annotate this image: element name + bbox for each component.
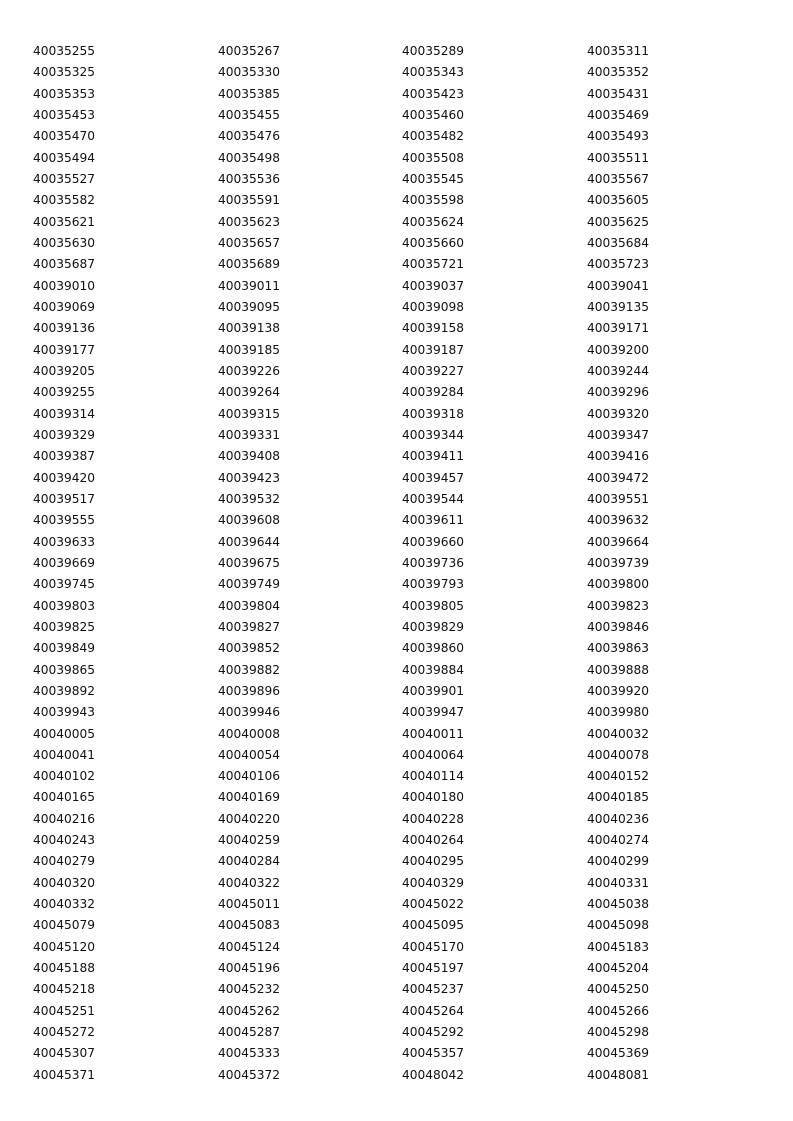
number-row xyxy=(33,745,773,766)
number-row xyxy=(33,766,773,787)
number-cell: 40045264 xyxy=(402,1003,465,1018)
number-cell: 40039158 xyxy=(402,321,465,336)
number-cell: 40039632 xyxy=(587,513,650,528)
number-cell: 40035469 xyxy=(587,107,650,122)
number-cell: 40035689 xyxy=(218,257,281,272)
number-cell: 40040106 xyxy=(218,769,281,784)
number-cell: 40035482 xyxy=(402,129,465,144)
number-cell: 40039423 xyxy=(218,470,281,485)
number-cell: 40045204 xyxy=(587,961,650,976)
number-cell: 40039804 xyxy=(218,598,281,613)
number-cell: 40045372 xyxy=(218,1067,281,1082)
number-cell: 40045237 xyxy=(402,982,465,997)
number-cell: 40039095 xyxy=(218,299,281,314)
number-cell: 40045369 xyxy=(587,1046,650,1061)
number-cell: 40035687 xyxy=(33,257,96,272)
number-cell: 40045371 xyxy=(33,1067,96,1082)
number-cell: 40035723 xyxy=(587,257,650,272)
number-cell: 40039331 xyxy=(218,427,281,442)
number-cell: 40040295 xyxy=(402,854,465,869)
number-row xyxy=(33,468,773,489)
number-row xyxy=(33,873,773,894)
number-cell: 40035621 xyxy=(33,214,96,229)
number-cell: 40039920 xyxy=(587,683,650,698)
number-row xyxy=(33,297,773,318)
number-cell: 40045196 xyxy=(218,961,281,976)
number-cell: 40039901 xyxy=(402,683,465,698)
number-cell: 40039205 xyxy=(33,363,96,378)
number-cell: 40040011 xyxy=(402,726,465,741)
number-cell: 40039803 xyxy=(33,598,96,613)
number-cell: 40045197 xyxy=(402,961,465,976)
number-row xyxy=(33,105,773,126)
number-cell: 40040332 xyxy=(33,897,96,912)
number-cell: 40039320 xyxy=(587,406,650,421)
number-row xyxy=(33,681,773,702)
number-cell: 40039472 xyxy=(587,470,650,485)
number-cell: 40039884 xyxy=(402,662,465,677)
number-row xyxy=(33,361,773,382)
number-cell: 40035598 xyxy=(402,193,465,208)
number-cell: 40035353 xyxy=(33,86,96,101)
number-cell: 40035289 xyxy=(402,44,465,58)
number-cell: 40040152 xyxy=(587,769,650,784)
number-row xyxy=(33,1022,773,1043)
number-cell: 40035385 xyxy=(218,86,281,101)
number-cell: 40039420 xyxy=(33,470,96,485)
number-cell: 40045124 xyxy=(218,939,281,954)
number-cell: 40040284 xyxy=(218,854,281,869)
number-cell: 40035343 xyxy=(402,65,465,80)
number-cell: 40040320 xyxy=(33,875,96,890)
number-row xyxy=(33,617,773,638)
number-cell: 40039749 xyxy=(218,577,281,592)
number-cell: 40039829 xyxy=(402,619,465,634)
number-cell: 40039517 xyxy=(33,491,96,506)
number-cell: 40045307 xyxy=(33,1046,96,1061)
number-cell: 40039947 xyxy=(402,705,465,720)
number-cell: 40040185 xyxy=(587,790,650,805)
number-cell: 40045333 xyxy=(218,1046,281,1061)
number-cell: 40035660 xyxy=(402,235,465,250)
number-cell: 40040041 xyxy=(33,747,96,762)
number-row xyxy=(33,425,773,446)
number-cell: 40045079 xyxy=(33,918,96,933)
number-row xyxy=(33,382,773,403)
number-row xyxy=(33,489,773,510)
number-cell: 40039849 xyxy=(33,641,96,656)
number-cell: 40039329 xyxy=(33,427,96,442)
number-cell: 40039736 xyxy=(402,555,465,570)
number-cell: 40039344 xyxy=(402,427,465,442)
number-cell: 40039739 xyxy=(587,555,650,570)
number-row xyxy=(33,233,773,254)
number-cell: 40040054 xyxy=(218,747,281,762)
number-row xyxy=(33,340,773,361)
number-cell: 40035721 xyxy=(402,257,465,272)
number-cell: 40039226 xyxy=(218,363,281,378)
number-cell: 40039010 xyxy=(33,278,96,293)
number-row xyxy=(33,212,773,233)
number-cell: 40039611 xyxy=(402,513,465,528)
number-cell: 40035494 xyxy=(33,150,96,165)
number-cell: 40035623 xyxy=(218,214,281,229)
number-cell: 40039411 xyxy=(402,449,465,464)
number-row xyxy=(33,62,773,83)
number-row xyxy=(33,126,773,147)
number-cell: 40039860 xyxy=(402,641,465,656)
number-row xyxy=(33,276,773,297)
number-cell: 40040064 xyxy=(402,747,465,762)
number-cell: 40039943 xyxy=(33,705,96,720)
number-cell: 40035630 xyxy=(33,235,96,250)
number-cell: 40039457 xyxy=(402,470,465,485)
number-cell: 40039800 xyxy=(587,577,650,592)
number-row xyxy=(33,41,773,62)
number-cell: 40039896 xyxy=(218,683,281,698)
number-row xyxy=(33,894,773,915)
number-cell: 40039264 xyxy=(218,385,281,400)
number-cell: 40040329 xyxy=(402,875,465,890)
number-cell: 40035511 xyxy=(587,150,650,165)
number-cell: 40039608 xyxy=(218,513,281,528)
number-row xyxy=(33,254,773,275)
number-cell: 40039852 xyxy=(218,641,281,656)
number-row xyxy=(33,915,773,936)
number-cell: 40040236 xyxy=(587,811,650,826)
number-row xyxy=(33,830,773,851)
number-cell: 40035684 xyxy=(587,235,650,250)
number-cell: 40048042 xyxy=(402,1067,465,1082)
number-cell: 40039200 xyxy=(587,342,650,357)
number-row xyxy=(33,446,773,467)
number-cell: 40035423 xyxy=(402,86,465,101)
number-cell: 40040264 xyxy=(402,833,465,848)
number-cell: 40039135 xyxy=(587,299,650,314)
number-row xyxy=(33,979,773,1000)
number-row xyxy=(33,532,773,553)
number-cell: 40039805 xyxy=(402,598,465,613)
number-cell: 40045183 xyxy=(587,939,650,954)
number-cell: 40040322 xyxy=(218,875,281,890)
number-cell: 40040279 xyxy=(33,854,96,869)
number-cell: 40045250 xyxy=(587,982,650,997)
number-cell: 40039318 xyxy=(402,406,465,421)
number-cell: 40045292 xyxy=(402,1025,465,1040)
number-row xyxy=(33,937,773,958)
number-cell: 40039823 xyxy=(587,598,650,613)
number-cell: 40035455 xyxy=(218,107,281,122)
number-cell: 40045266 xyxy=(587,1003,650,1018)
number-cell: 40045098 xyxy=(587,918,650,933)
number-cell: 40039675 xyxy=(218,555,281,570)
number-cell: 40045251 xyxy=(33,1003,96,1018)
number-cell: 40039227 xyxy=(402,363,465,378)
number-cell: 40045170 xyxy=(402,939,465,954)
number-row xyxy=(33,851,773,872)
number-row xyxy=(33,724,773,745)
number-row xyxy=(33,404,773,425)
number-cell: 40039793 xyxy=(402,577,465,592)
number-cell: 40039171 xyxy=(587,321,650,336)
number-cell: 40045022 xyxy=(402,897,465,912)
number-row xyxy=(33,510,773,531)
number-cell: 40035624 xyxy=(402,214,465,229)
number-cell: 40039138 xyxy=(218,321,281,336)
number-cell: 40039633 xyxy=(33,534,96,549)
number-row xyxy=(33,958,773,979)
number-row xyxy=(33,1065,773,1086)
number-cell: 40035493 xyxy=(587,129,650,144)
number-row xyxy=(33,574,773,595)
number-grid xyxy=(33,41,773,1086)
number-row xyxy=(33,1043,773,1064)
number-cell: 40035567 xyxy=(587,171,650,186)
number-cell: 40039315 xyxy=(218,406,281,421)
number-cell: 40040078 xyxy=(587,747,650,762)
number-cell: 40039244 xyxy=(587,363,650,378)
number-cell: 40039551 xyxy=(587,491,650,506)
number-row xyxy=(33,787,773,808)
number-cell: 40035431 xyxy=(587,86,650,101)
number-cell: 40035508 xyxy=(402,150,465,165)
number-cell: 40045287 xyxy=(218,1025,281,1040)
number-cell: 40039296 xyxy=(587,385,650,400)
number-cell: 40039745 xyxy=(33,577,96,592)
number-cell: 40035476 xyxy=(218,129,281,144)
number-row xyxy=(33,148,773,169)
number-cell: 40039098 xyxy=(402,299,465,314)
number-cell: 40048081 xyxy=(587,1067,650,1082)
number-cell: 40040259 xyxy=(218,833,281,848)
number-row xyxy=(33,318,773,339)
number-cell: 40040169 xyxy=(218,790,281,805)
number-cell: 40035498 xyxy=(218,150,281,165)
number-cell: 40040032 xyxy=(587,726,650,741)
number-cell: 40039069 xyxy=(33,299,96,314)
number-cell: 40039011 xyxy=(218,278,281,293)
number-cell: 40045218 xyxy=(33,982,96,997)
number-cell: 40040114 xyxy=(402,769,465,784)
number-cell: 40045298 xyxy=(587,1025,650,1040)
number-cell: 40045272 xyxy=(33,1025,96,1040)
number-row xyxy=(33,84,773,105)
number-cell: 40035625 xyxy=(587,214,650,229)
number-cell: 40039660 xyxy=(402,534,465,549)
number-cell: 40039946 xyxy=(218,705,281,720)
number-cell: 40035657 xyxy=(218,235,281,250)
number-cell: 40039185 xyxy=(218,342,281,357)
number-cell: 40039863 xyxy=(587,641,650,656)
number-cell: 40035352 xyxy=(587,65,650,80)
number-cell: 40035582 xyxy=(33,193,96,208)
number-cell: 40039980 xyxy=(587,705,650,720)
number-cell: 40039037 xyxy=(402,278,465,293)
number-cell: 40045038 xyxy=(587,897,650,912)
number-cell: 40035470 xyxy=(33,129,96,144)
number-cell: 40039888 xyxy=(587,662,650,677)
number-cell: 40039041 xyxy=(587,278,650,293)
number-cell: 40039314 xyxy=(33,406,96,421)
number-cell: 40039408 xyxy=(218,449,281,464)
number-cell: 40039187 xyxy=(402,342,465,357)
number-cell: 40039825 xyxy=(33,619,96,634)
number-cell: 40039177 xyxy=(33,342,96,357)
number-cell: 40035536 xyxy=(218,171,281,186)
number-cell: 40040299 xyxy=(587,854,650,869)
number-cell: 40039555 xyxy=(33,513,96,528)
number-cell: 40039846 xyxy=(587,619,650,634)
number-cell: 40039669 xyxy=(33,555,96,570)
number-cell: 40040228 xyxy=(402,811,465,826)
number-cell: 40035325 xyxy=(33,65,96,80)
number-cell: 40035330 xyxy=(218,65,281,80)
number-cell: 40039865 xyxy=(33,662,96,677)
number-row xyxy=(33,596,773,617)
number-cell: 40039827 xyxy=(218,619,281,634)
number-row xyxy=(33,638,773,659)
number-cell: 40040180 xyxy=(402,790,465,805)
number-cell: 40039347 xyxy=(587,427,650,442)
number-row xyxy=(33,1001,773,1022)
number-cell: 40045083 xyxy=(218,918,281,933)
number-cell: 40035311 xyxy=(587,44,650,58)
number-cell: 40045232 xyxy=(218,982,281,997)
number-cell: 40039416 xyxy=(587,449,650,464)
number-cell: 40040216 xyxy=(33,811,96,826)
number-cell: 40040008 xyxy=(218,726,281,741)
number-row xyxy=(33,809,773,830)
number-cell: 40035255 xyxy=(33,44,96,58)
number-row xyxy=(33,702,773,723)
number-cell: 40039387 xyxy=(33,449,96,464)
number-cell: 40045120 xyxy=(33,939,96,954)
number-cell: 40039544 xyxy=(402,491,465,506)
number-cell: 40040165 xyxy=(33,790,96,805)
number-row xyxy=(33,553,773,574)
number-row xyxy=(33,169,773,190)
number-row xyxy=(33,190,773,211)
number-cell: 40035460 xyxy=(402,107,465,122)
number-cell: 40045011 xyxy=(218,897,281,912)
number-cell: 40045262 xyxy=(218,1003,281,1018)
number-cell: 40035605 xyxy=(587,193,650,208)
number-cell: 40039644 xyxy=(218,534,281,549)
number-cell: 40039532 xyxy=(218,491,281,506)
number-cell: 40045357 xyxy=(402,1046,465,1061)
number-cell: 40040220 xyxy=(218,811,281,826)
number-cell: 40040005 xyxy=(33,726,96,741)
number-cell: 40035527 xyxy=(33,171,96,186)
number-cell: 40045095 xyxy=(402,918,465,933)
number-cell: 40039664 xyxy=(587,534,650,549)
number-cell: 40035453 xyxy=(33,107,96,122)
number-cell: 40045188 xyxy=(33,961,96,976)
number-cell: 40040331 xyxy=(587,875,650,890)
number-cell: 40040243 xyxy=(33,833,96,848)
number-row xyxy=(33,660,773,681)
number-cell: 40039892 xyxy=(33,683,96,698)
number-cell: 40035591 xyxy=(218,193,281,208)
number-cell: 40039284 xyxy=(402,385,465,400)
number-cell: 40035267 xyxy=(218,44,281,58)
number-cell: 40039136 xyxy=(33,321,96,336)
number-cell: 40039882 xyxy=(218,662,281,677)
number-cell: 40040274 xyxy=(587,833,650,848)
number-cell: 40035545 xyxy=(402,171,465,186)
number-cell: 40039255 xyxy=(33,385,96,400)
number-cell: 40040102 xyxy=(33,769,96,784)
